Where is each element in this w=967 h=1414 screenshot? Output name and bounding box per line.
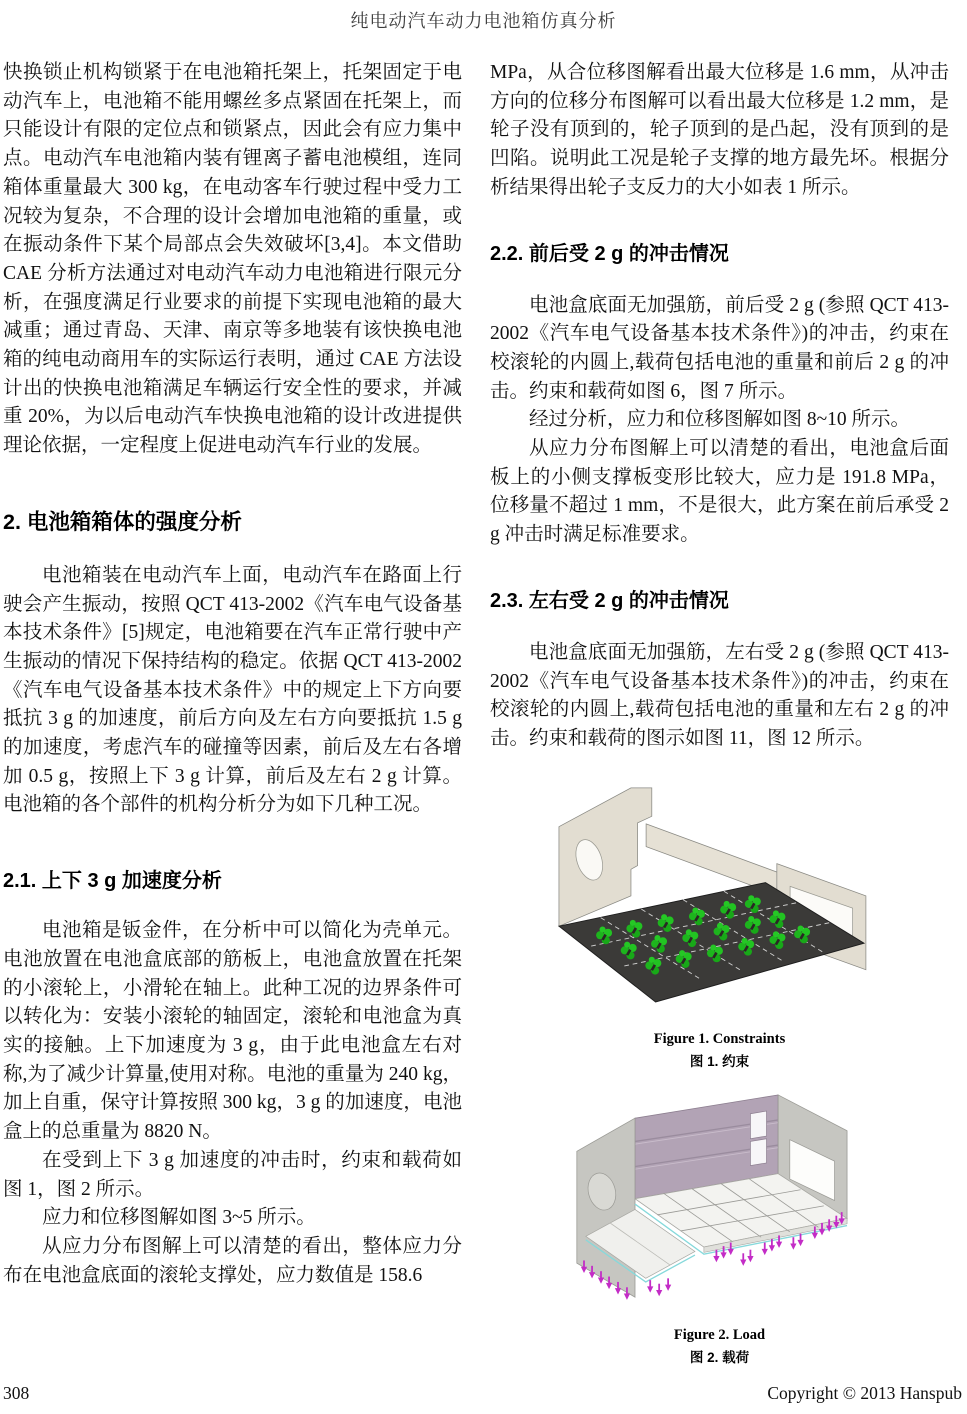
paragraph: 电池箱是钣金件，在分析中可以简化为壳单元。电池放置在电池盒底部的筋板上，电池盒放置在托架的小滚轮上，小滑轮在轴上。此种工况的边界条件可以转化为：安装小滚轮的轴固定，滚轮和电池盒为真实的接触。上下加速度为 3 g，由于此电池盒左右对称,为了减少计算量,使用对称。电池的重量为 240 kg，加上自重，保守计算按照 300 kg，3 g 的加速度，电池盒上的总重量为 8820 N。: [3, 920, 462, 1143]
back-panel-window-top: [750, 1111, 766, 1139]
figure-1-caption-en: Figure 1. Constraints: [653, 1030, 786, 1047]
figure-1-caption-zh: 图 1. 约束: [689, 1053, 750, 1069]
right-column: [490, 59, 949, 1366]
figure-2-load-image: [550, 1084, 890, 1317]
section-2-1-heading: 2.1. 上下 3 g 加速度分析: [3, 870, 222, 893]
figure-2-caption: [539, 1327, 901, 1366]
paragraph: 经过分析，应力和位移图解如图 8~10 所示。: [529, 409, 911, 431]
figure-2-load: [539, 1084, 901, 1366]
left-wall: [558, 788, 651, 926]
paragraph: 电池箱装在电动汽车上面，电动汽车在路面上行驶会产生振动，按照 QCT 413-2002《汽车电气设备基本技术条件》[5]规定，电池箱要在汽车正常行驶中产生振动的情况下保持结构的稳定。依据 QCT 413-2002《汽车电气设备基本技术条件》中的规定上下方向要抵抗 3 g 的加速度，前后方向及左右方向要抵抗 1.5 g 的加速度，考虑汽车的碰撞等因素，前后及左右各增加 0.5 g，按照上下 3 g 计算，前后及左右 2 g 计算。电池箱的各个部件的机构分析分为如下几种工况。: [3, 564, 462, 816]
figure-1-constraints: [539, 784, 901, 1070]
left-column: [3, 59, 462, 1366]
paragraph-continuation: MPa，从合位移图解看出最大位移是 1.6 mm，从冲击方向的位移分布图解可以看出最大位移是 1.2 mm，是轮子没有顶到的，轮子顶到的是凸起，没有顶到的是凹陷。说明此工况是轮子支撑的地方最先坏。根据分析结果得出轮子支反力的大小如表 1 所示。: [490, 62, 949, 198]
paragraph: 应力和位移图解如图 3~5 所示。: [42, 1207, 316, 1229]
section-2-heading: 2. 电池箱箱体的强度分析: [3, 509, 242, 534]
page-footer: [3, 1383, 962, 1404]
paragraph: 在受到上下 3 g 加速度的冲击时，约束和载荷如图 1，图 2 所示。: [3, 1149, 462, 1200]
figure-1-constraints-image: [540, 784, 900, 1021]
paragraph: 从应力分布图解上可以清楚的看出，电池盒后面板上的小侧支撑板变形比较大，应力是 191.8 MPa，位移量不超过 1 mm，不是很大，此方案在前后承受 2 g 冲击时满足标准要求。: [490, 438, 949, 546]
page-number: 308: [3, 1383, 30, 1403]
section-2-2-heading: 2.2. 前后受 2 g 的冲击情况: [490, 242, 729, 265]
paragraph-intro: 快换锁止机构锁紧于在电池箱托架上，托架固定于电动汽车上，电池箱不能用螺丝多点紧固在托架上，而只能设计有限的定位点和锁紧点，因此会有应力集中点。电动汽车电池箱内装有锂离子蓄电池模组，连同箱体重量最大 300 kg，在电动客车行驶过程中受力工况较为复杂，不合理的设计会增加电池箱的重量，或在振动条件下某个局部点会失效破坏[3,4]。本文借助 CAE 分析方法通过对电动汽车动力电池箱进行限元分析，在强度满足行业要求的前提下实现电池箱的最大减重；通过青岛、天津、南京等多地装有该快换电池箱的纯电动商用车的实际运行表明，通过 CAE 方法设计出的快换电池箱满足车辆运行安全性的要求，并减重 20%，为以后电动汽车快换电池箱的设计改进提供理论依据，一定程度上促进电动汽车行业的发展。: [3, 62, 462, 457]
running-head-title: 纯电动汽车动力电池箱仿真分析: [350, 11, 617, 31]
figure-2-caption-en: Figure 2. Load: [673, 1326, 766, 1343]
figure-2-caption-zh: 图 2. 载荷: [689, 1349, 750, 1365]
section-2-3-heading: 2.3. 左右受 2 g 的冲击情况: [490, 589, 729, 612]
paragraph: 电池盒底面无加强筋，左右受 2 g (参照 QCT 413-2002《汽车电气设备基本技术条件》)的冲击，约束在校滚轮的内圆上,载荷包括电池的重量和左右 2 g 的冲击。约束和载荷的图示如图 11，图 12 所示。: [490, 641, 949, 749]
paragraph: 从应力分布图解上可以清楚的看出，整体应力分布在电池盒底面的滚轮支撑处，应力数值是 158.6: [3, 1235, 462, 1286]
left-wall: [576, 1118, 634, 1297]
paragraph: 电池盒底面无加强筋，前后受 2 g (参照 QCT 413-2002《汽车电气设备基本技术条件》)的冲击，约束在校滚轮的内圆上,载荷包括电池的重量和前后 2 g 的冲击。约束和载荷如图 6，图 7 所示。: [490, 294, 949, 402]
two-column-body: [0, 59, 967, 1366]
back-panel-window-bottom: [750, 1138, 766, 1165]
copyright-text: Copyright © 2013 Hanspub: [767, 1383, 962, 1403]
figure-1-caption: [539, 1031, 901, 1070]
